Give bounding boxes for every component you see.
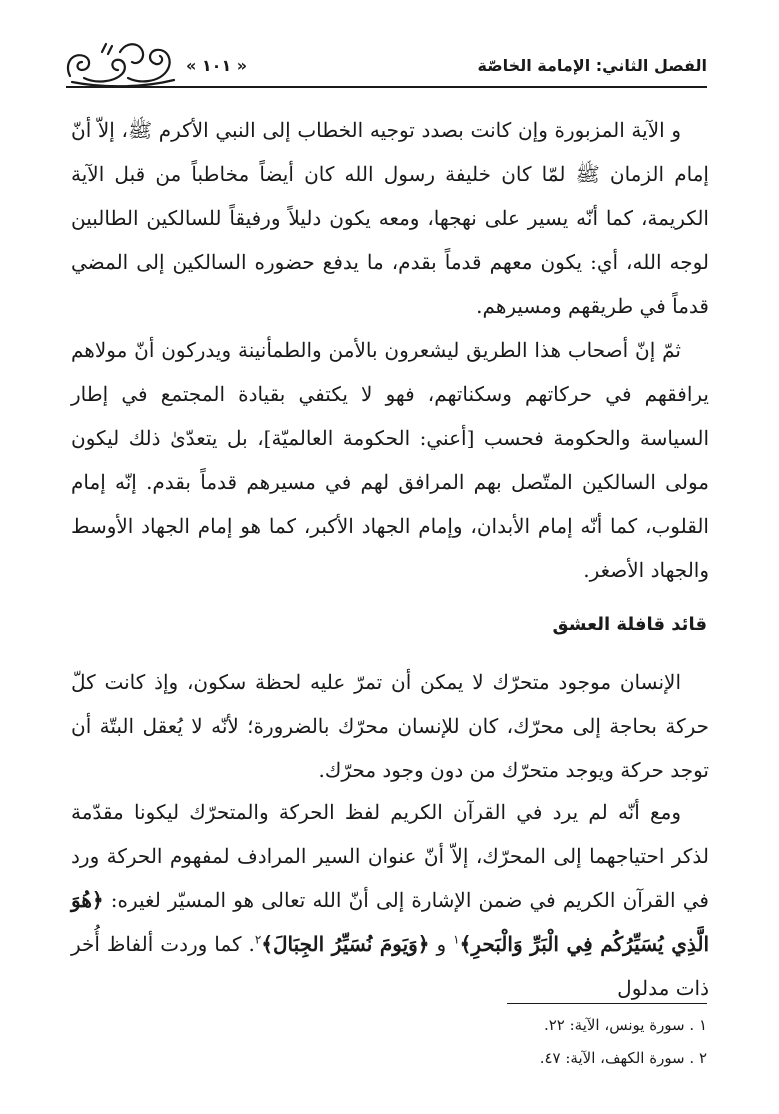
calligraphic-ornament-icon: [62, 38, 180, 90]
footnote-ref-2[interactable]: ٢: [254, 932, 262, 947]
paragraph-2: ثمّ إنّ أصحاب هذا الطريق ليشعرون بالأمن والطمأنينة ويدركون أنّ مولاهم يرافقهم في حركاتهم وسكناتهم، فهو لا يكتفي بقيادة المجتمع في إطار السياسة والحكومة فحسب [أعني: الحكومة العالميّة]، بل يتعدّىٰ ذلك ليكون مولى السالكين المتّصل بهم المرافق لهم في مسيرهم قدماً بقدم. إنّه إمام القلوب، كما أنّه إمام الأبدان، وإمام الجهاد الأكبر، كما هو إمام الجهاد الأوسط والجهاد الأصغر.: [71, 338, 709, 582]
page-number: « ١٠١ »: [186, 56, 248, 75]
footnote-ref-1[interactable]: ١: [453, 932, 460, 947]
quran-quote-1: ﴿هُوَ الَّذِي يُسَيِّرُكُم فِي الْبَرِّ وَالْبَحرِ﴾: [71, 888, 709, 956]
paragraph-4-text-start: ومع أنّه لم يرد في القرآن الكريم لفظ الحركة والمتحرّك ليكونا مقدّمة لذكر احتياجهما إلى المحرّك، إلاّ أنّ عنوان السير المرادف لمفهوم الحركة ورد في القرآن الكريم في ضمن الإشارة إلى أنّ الله تعالى هو المسيّر لغيره:: [71, 800, 709, 912]
paragraph-4-connector: و: [429, 932, 454, 956]
quran-quote-2: ﴿وَيَومَ نُسَيِّرُ الجِبَالَ﴾: [261, 932, 430, 956]
paragraph-4-text-end: . كما وردت ألفاظ أُخر ذات مدلول: [71, 932, 709, 1000]
footnote-rule: [507, 1003, 707, 1004]
paragraph-3: الإنسان موجود متحرّك لا يمكن أن تمرّ عليه لحظة سكون، وإذ كانت كلّ حركة بحاجة إلى محرّك، كان للإنسان محرّك بالضرورة؛ لأنّه لا يُعقل البتّة أن توجد حركة ويوجد متحرّك من دون وجود محرّك.: [71, 670, 709, 782]
section-heading: قائد قافلة العشق: [552, 614, 707, 635]
header-rule: [66, 86, 707, 88]
paragraph-1: و الآية المزبورة وإن كانت بصدد توجيه الخطاب إلى النبي الأكرم ﷺ، إلاّ أنّ إمام الزمان ﷺ لمّا كان خليفة رسول الله كان أيضاً مخاطباً من قبل الآية الكريمة، كما أنّه يسير على نهجها، ومعه يكون دليلاً ورفيقاً للسالكين الطالبين لوجه الله، أي: يكون معهم قدماً بقدم، ما يدفع حضوره السالكين إلى المضي قدماً في طريقهم ومسيرهم.: [71, 118, 709, 318]
footnote-2: ٢ . سورة الكهف، الآية: ٤٧.: [539, 1049, 707, 1067]
paragraph-4: [71, 790, 709, 1010]
footnote-1: ١ . سورة يونس، الآية: ٢٢.: [543, 1016, 707, 1034]
running-title: الفصل الثاني: الإمامة الخاصّة: [477, 56, 707, 75]
